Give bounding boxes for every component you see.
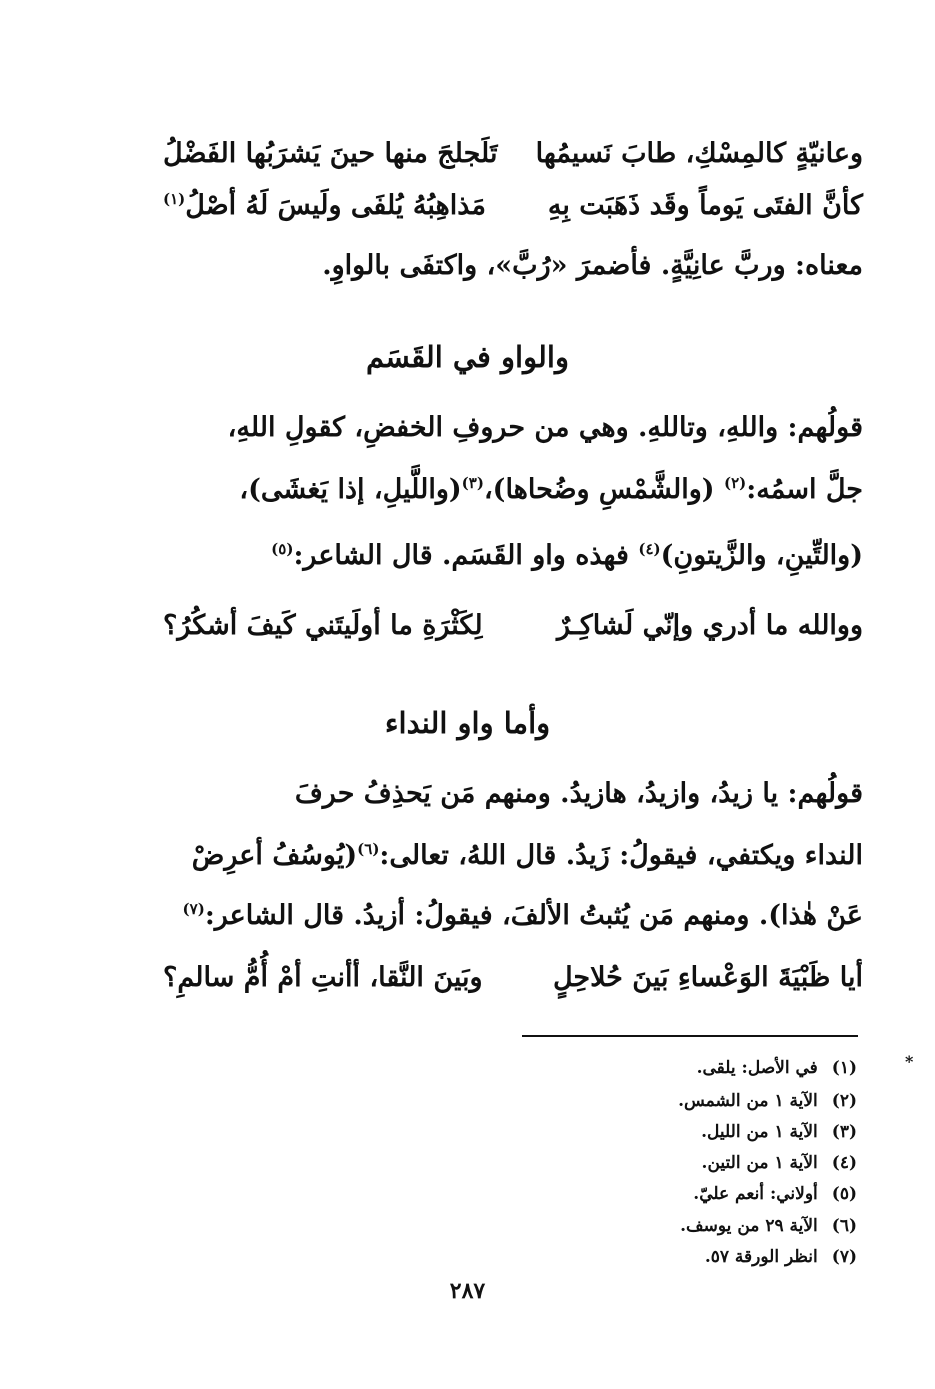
heading-vocative-waw: وأما واو النداء	[384, 706, 551, 740]
para-2-line-3: (والتِّينِ، والزَّيتونِ)$^{(٤)}$ فهذه واو القَسَم. قال الشاعر:$^{(٥)}$	[271, 540, 863, 571]
verse-4	[163, 962, 863, 993]
verse-3-left: لِكَثْرَةِ ما أولَيتَني كَيفَ أشكُرُ؟	[163, 610, 483, 641]
footnote-item: (٢)الآية ١ من الشمس.	[678, 1091, 857, 1111]
verse-1-left: تَلَجلجَ منها حينَ يَشرَبُها الفَضْلُ	[163, 138, 498, 169]
verse-3-right: ووالله ما أدري وإنّي لَشاكِـرٌ	[557, 610, 863, 641]
footnote-item: (٣)الآية ١ من الليل.	[701, 1122, 857, 1142]
para-3-line-3: عَنْ هٰذا). ومنهم مَن يُثبتُ الألفَ، فيقولُ: أزيدُ. قال الشاعر:$^{(٧)}$	[182, 900, 863, 931]
footnote-item: (١)في الأصل: يلقى.	[696, 1058, 857, 1078]
verse-3	[163, 610, 863, 641]
footnote-ref-3: (٣)	[461, 474, 484, 492]
verse-1	[163, 138, 863, 169]
verse-2-right: كأنَّ الفتَى يَوماً وقَد ذَهَبَت بِهِ	[547, 190, 863, 221]
heading-oath-waw: والواو في القَسَم	[366, 340, 569, 374]
footnote-ref-5: (٥)	[271, 540, 294, 558]
verse-1-right: وعانيّةٍ كالمِسْكِ، طابَ نَسيمُها	[535, 138, 863, 169]
verse-4-right: أيا ظَبْيَةَ الوَعْساءِ بَينَ حُلاحِلٍ	[552, 962, 863, 993]
footnote-ref-2: (٢)	[724, 474, 747, 492]
verse-4-left: وبَينَ النَّقا، أأنتِ أمْ أُمُّ سالمِ؟	[163, 962, 483, 993]
paragraph-1: معناه: وربَّ عانِيَّةٍ. فأضمرَ «رُبَّ»، واكتفَى بالواوِ.	[322, 250, 863, 281]
footnote-ref-4: (٤)	[638, 540, 661, 558]
margin-asterisk: *	[905, 1052, 914, 1071]
footnote-ref-1: (١)	[163, 190, 186, 208]
footnote-item: (٧)انظر الورقة ٥٧.	[704, 1247, 857, 1267]
verse-2	[163, 190, 863, 221]
para-3-line-2: النداء ويكتفي، فيقولُ: زَيدُ. قال اللهُ، تعالى:$^{(٦)}$(يُوسُفُ أعرِضْ	[191, 840, 863, 871]
footnote-item: (٦)الآية ٢٩ من يوسف.	[680, 1216, 857, 1236]
footnote-separator	[522, 1035, 858, 1037]
footnote-ref-6: (٦)	[357, 840, 380, 858]
footnote-ref-7: (٧)	[182, 900, 205, 918]
verse-2-left: مَذاهِبُهُ يُلفَى ولَيسَ لَهُ أصْلُ$^{(١)}$	[163, 190, 486, 221]
para-2-line-2: جلَّ اسمُه:$^{(٢)}$ (والشَّمْسِ وضُحاها)،$^{(٣)}$(واللَّيلِ، إذا يَغشَى)،	[239, 474, 863, 505]
para-3-line-1: قولُهم: يا زيدُ، وازيدُ، هازيدُ. ومنهم مَن يَحذِفُ حرفَ	[294, 778, 863, 809]
footnote-item: (٥)أولاني: أنعم عليّ.	[693, 1184, 857, 1204]
para-2-line-1: قولُهم: واللهِ، وتاللهِ. وهي من حروفِ الخفضِ، كقولِ اللهِ،	[227, 412, 863, 443]
page-number: ٢٨٧	[449, 1278, 486, 1304]
footnote-item: (٤)الآية ١ من التين.	[701, 1153, 857, 1173]
